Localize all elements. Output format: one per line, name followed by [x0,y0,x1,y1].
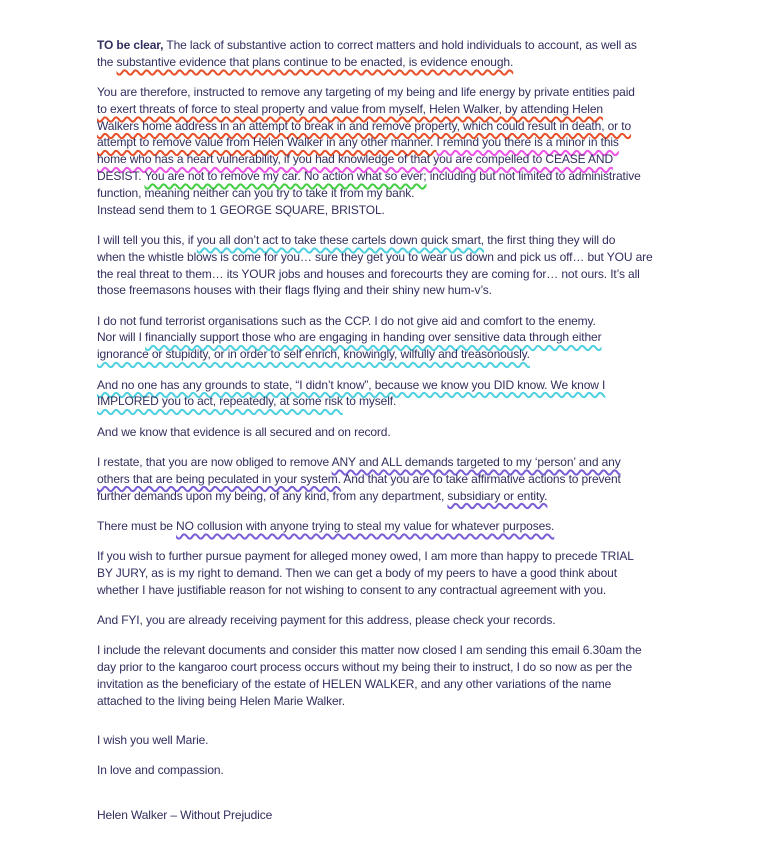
text-line [97,37,681,54]
text-segment-underline-cyan: IMPLORED you to act, repeatedly, at some risk [97,394,343,409]
para-instruction [97,84,681,218]
text-segment-underline-pink: I remind you there is a minor in this [436,135,619,150]
text-line [97,424,681,441]
text-segment: If you wish to further pursue payment for alleged money owed, I am more than happy to precede TRIAL [97,549,634,564]
text-segment: attached to the living being Helen Marie Walker. [97,693,345,708]
text-segment-underline-cyan: ignorance or stupidity, or in order to self enrich, knowingly, wilfully and treasonously. [97,347,530,362]
text-segment: whether I have justifiable reason for not wishing to consent to any contractual agreement with you. [97,582,607,597]
text-segment: Instead send them to 1 GEORGE SQUARE, BRISTOL. [97,202,385,217]
text-segment: I include the relevant documents and consider this matter now closed I am sending this email 6.30am the [97,643,642,658]
text-segment: There must be [97,518,177,533]
text-segment: I wish you well Marie. [97,732,209,747]
para-love-compassion [97,762,681,779]
para-trial-by-jury [97,548,681,598]
text-line [97,118,681,135]
text-segment: function, meaning neither can you try to take it from my bank. [97,185,415,200]
text-segment: And that you are to take affirmative actions to prevent [340,471,621,486]
text-segment: I will tell you this, if [97,232,197,247]
text-segment-underline-red: substantive evidence that plans continue to be enacted, is evidence enough. [116,54,514,69]
text-line [97,185,681,202]
text-segment: Helen Walker – Without Prejudice [97,807,273,822]
para-collusion [97,518,681,535]
text-line [97,693,681,710]
text-line [97,54,681,71]
text-line [97,101,681,118]
text-segment-underline-green: You are not to remove my car. No action what so ever; [144,169,427,184]
text-line [97,232,681,249]
text-segment: The lack of substantive action to correct matters and hold individuals to account, as well as [163,38,637,52]
text-segment-underline-red: to exert threats of force to steal property and value from myself, Helen Walker, by attending Helen [97,101,603,116]
text-line [97,84,681,101]
text-segment-underline-pink: home who has a heart vulnerability, if you had knowledge of that you are compelled to CEASE AND [97,152,614,167]
text-segment: BY JURY, as is my right to demand. Then we can get a body of my peers to have a good think about [97,565,617,580]
text-segment: Nor will I [97,330,146,345]
text-line [97,488,681,505]
text-line [97,168,681,185]
text-segment: TO be clear, [97,38,164,52]
text-line [97,471,681,488]
text-segment: to myself. [342,394,397,409]
text-segment: And FYI, you are already receiving payment for this address, please check your records. [97,613,556,628]
text-line [97,282,681,299]
para-wish-well [97,732,681,749]
text-segment: the first thing they will do [484,232,616,247]
para-no-grounds [97,377,681,411]
text-line [97,377,681,394]
text-segment: I do not fund terrorist organisations such as the CCP. I do not give aid and comfort to the enemy. [97,313,596,328]
text-segment: including but not limited to administrative [426,169,641,184]
text-segment-underline-cyan: And no one has any grounds to state, “I didn’t know”, because we know you DID know. We know I [97,377,606,392]
text-line [97,565,681,582]
text-line [97,313,681,330]
para-closing [97,642,681,709]
text-segment: the real threat to them… its YOUR jobs and houses and forecourts they are coming for… not ours. It’s all [97,266,640,281]
text-line [97,612,681,629]
text-segment: invitation as the beneficiary of the estate of HELEN WALKER, and any other variations of the name [97,676,612,691]
text-segment: You are therefore, instructed to remove any targeting of my being and life energy by private entities paid [97,85,635,100]
para-evidence [97,424,681,441]
text-line [97,807,681,824]
para-fyi [97,612,681,629]
text-line [97,266,681,283]
text-line [97,151,681,168]
text-line [97,454,681,471]
text-line [97,518,681,535]
text-segment: I restate, that you are now obliged to remove [97,454,332,469]
text-segment-underline-purple: subsidiary or entity. [447,488,548,503]
text-segment: DESIST. [97,169,145,184]
text-segment-underline-purple: NO collusion with anyone trying to steal my value for whatever purposes. [176,518,555,533]
para-to-be-clear [97,37,681,71]
text-line [97,346,681,363]
text-line [97,762,681,779]
para-cartels [97,232,681,299]
text-line [97,659,681,676]
text-segment-underline-cyan: financially support those who are engaging in handing over sensitive data through either [145,330,602,345]
text-line [97,134,681,151]
text-segment-underline-purple: others that are being peculated in your system. [97,471,341,486]
text-segment: those freemasons houses with their flags flying and their shiny new hum-v’s. [97,283,492,298]
para-signature [97,807,681,824]
text-line [97,249,681,266]
text-segment-underline-cyan: you all don’t act to take these cartels down quick smart, [196,232,485,247]
text-line [97,393,681,410]
text-segment: the [97,54,117,69]
text-line [97,732,681,749]
text-line [97,642,681,659]
text-line [97,202,681,219]
text-segment: In love and compassion. [97,762,224,777]
text-line [97,582,681,599]
text-line [97,329,681,346]
text-line [97,548,681,565]
para-restate [97,454,681,504]
text-segment: And we know that evidence is all secured and on record. [97,424,391,439]
text-segment: day prior to the kangaroo court process occurs without my being their to instruct, I do so now as per the [97,660,633,675]
text-segment-underline-red: attempt to remove value from Helen Walker in any other manner. [97,135,437,150]
text-segment-underline-red: Walkers home address in an attempt to break in and remove property, which could result in death, or to [97,118,632,133]
text-line [97,676,681,693]
text-segment: when the whistle blows is come for you… sure they get you to wear us down and pick us off… but YOU are [97,249,653,264]
text-segment: further demands upon my being, of any kind, from any department, [97,488,448,503]
text-segment-underline-purple: ANY and ALL demands targeted to my ‘person’ and any [331,454,621,469]
para-terrorist [97,313,681,363]
